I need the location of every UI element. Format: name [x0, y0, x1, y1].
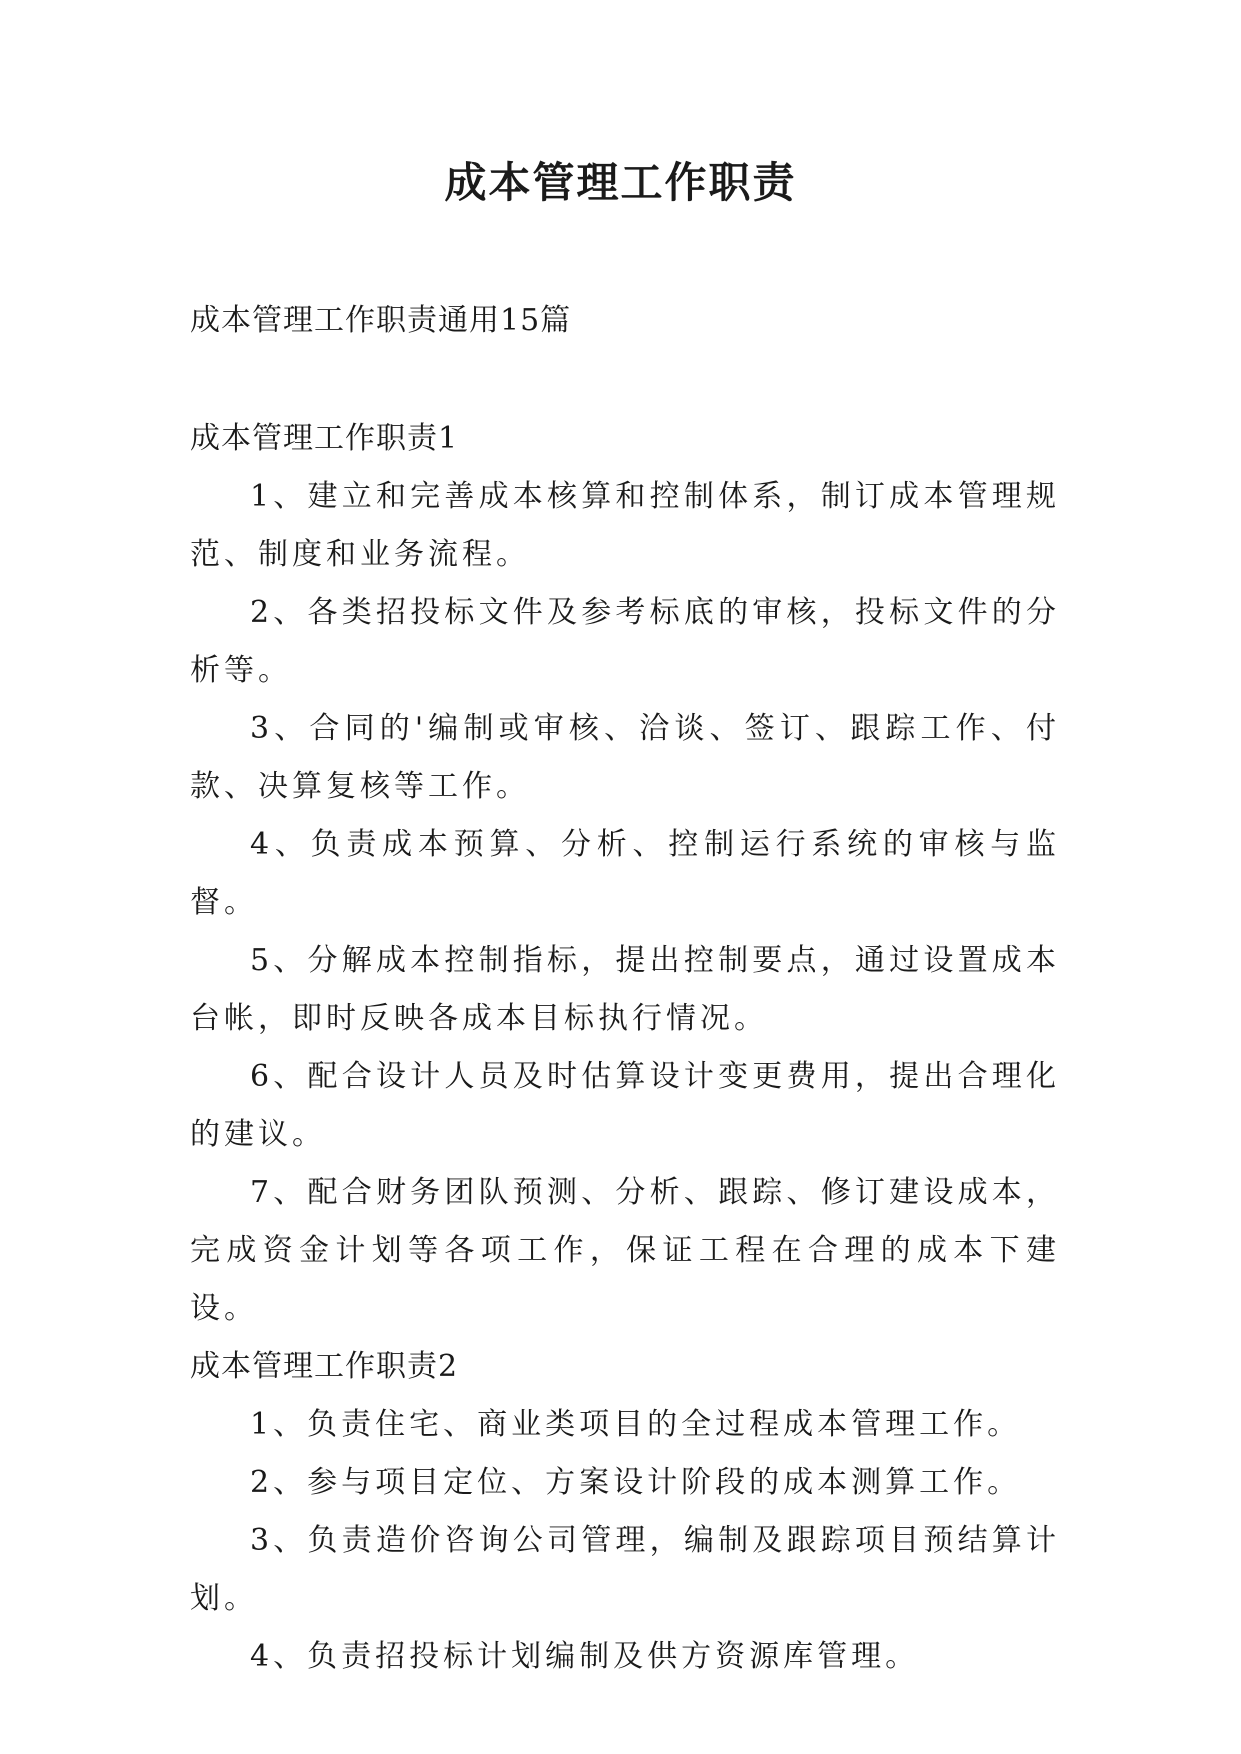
document-subtitle: 成本管理工作职责通用15篇: [190, 303, 572, 338]
paragraph: 4、负责招投标计划编制及供方资源库管理。: [250, 1639, 920, 1674]
paragraph: 6、配合设计人员及时估算设计变更费用，提出合理化的建议。: [190, 1059, 1060, 1152]
paragraph: 3、负责造价咨询公司管理，编制及跟踪项目预结算计划。: [190, 1523, 1060, 1616]
paragraph: 1、建立和完善成本核算和控制体系，制订成本管理规范、制度和业务流程。: [190, 479, 1060, 572]
paragraph: 7、配合财务团队预测、分析、跟踪、修订建设成本，完成资金计划等各项工作，保证工程在合理的成本下建设。: [190, 1175, 1060, 1326]
paragraph: 2、参与项目定位、方案设计阶段的成本测算工作。: [250, 1465, 1022, 1500]
document-title: 成本管理工作职责: [444, 158, 797, 207]
document-body: [190, 410, 1060, 1686]
paragraph: 3、合同的'编制或审核、洽谈、签订、跟踪工作、付款、决算复核等工作。: [190, 711, 1060, 804]
paragraph: 5、分解成本控制指标，提出控制要点，通过设置成本台帐，即时反映各成本目标执行情况。: [190, 943, 1060, 1036]
section-heading: 成本管理工作职责1: [190, 421, 459, 456]
section-heading: 成本管理工作职责2: [190, 1349, 459, 1384]
paragraph: 1、负责住宅、商业类项目的全过程成本管理工作。: [250, 1407, 1022, 1442]
paragraph: 2、各类招投标文件及参考标底的审核，投标文件的分析等。: [190, 595, 1060, 688]
paragraph: 4、负责成本预算、分析、控制运行系统的审核与监督。: [190, 827, 1060, 920]
